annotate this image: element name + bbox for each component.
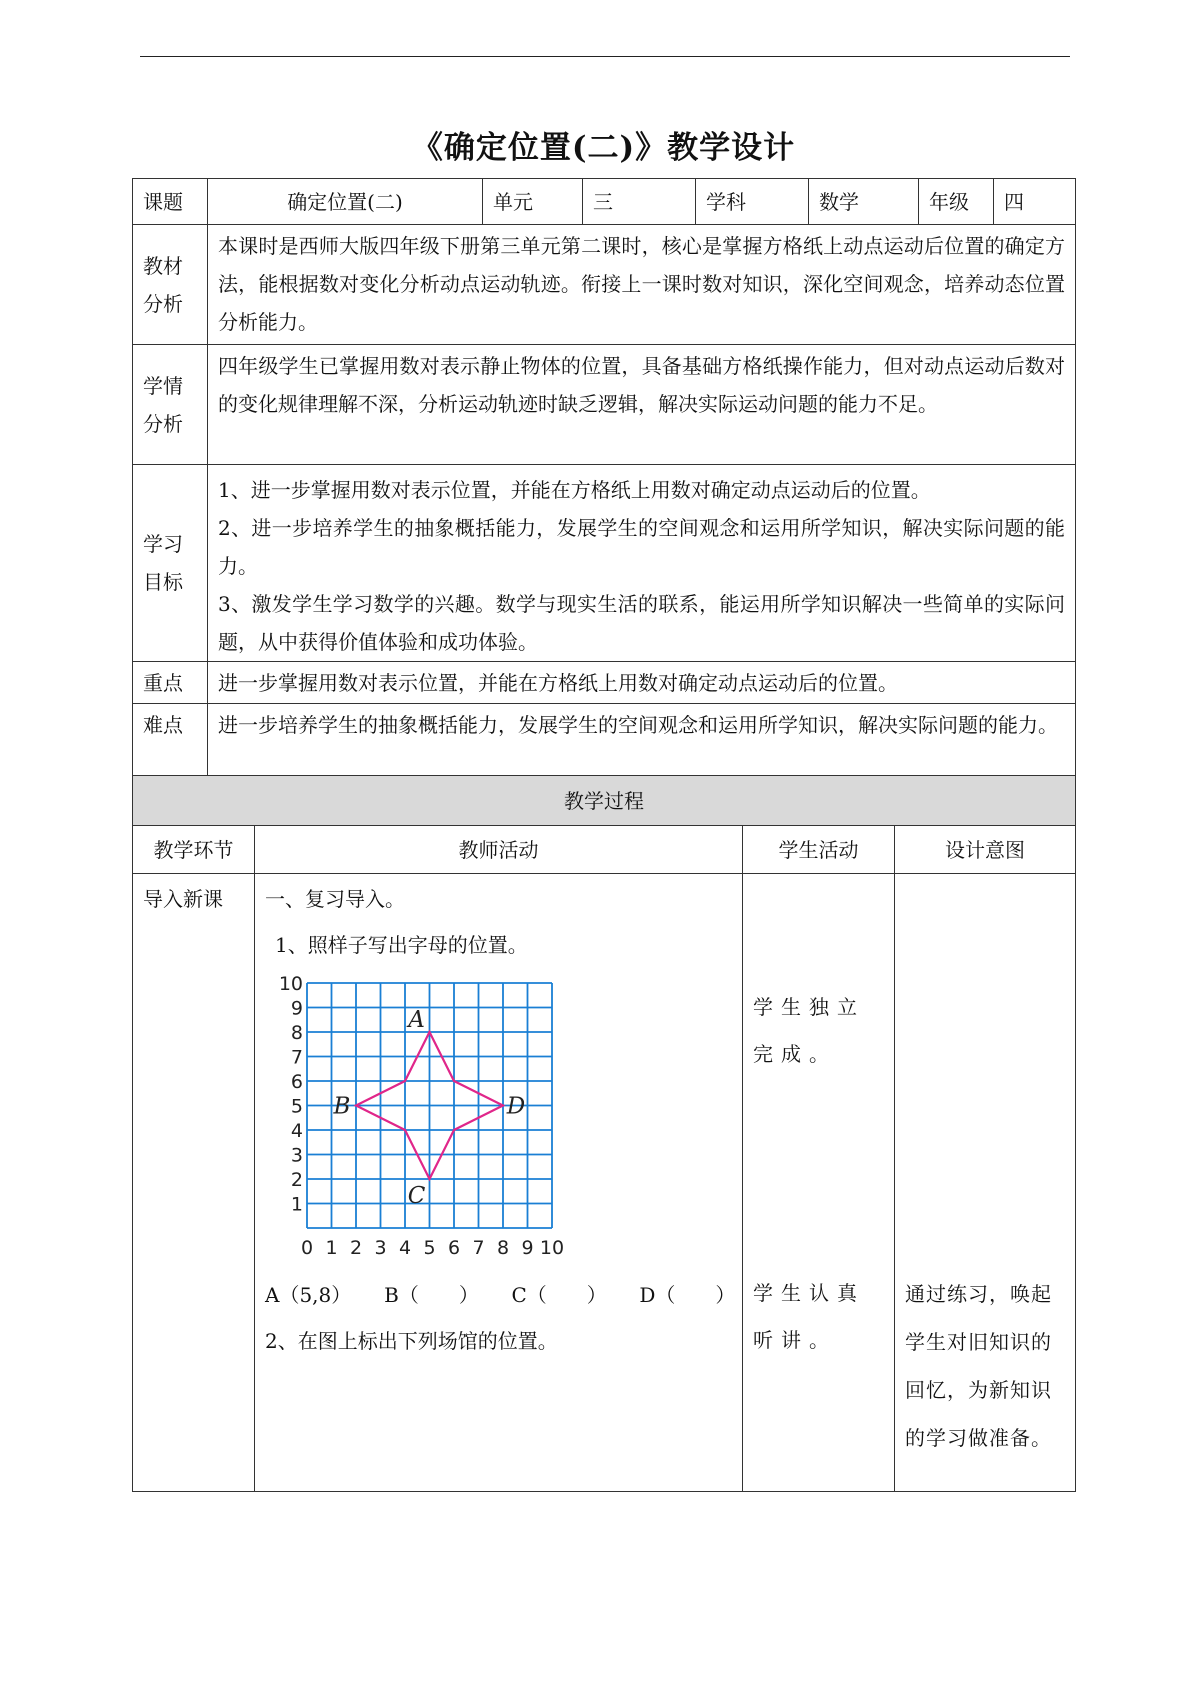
process-heading-row	[133, 776, 1076, 826]
x-tick-label: 6	[447, 1237, 461, 1259]
coordinate-grid-figure	[265, 964, 595, 1274]
y-tick-label: 8	[290, 1022, 303, 1044]
goal-item: 2、进一步培养学生的抽象概括能力，发展学生的空间观念和运用所学知识，解决实际问题的能力。	[218, 516, 1065, 578]
grade-value: 四	[994, 179, 1076, 225]
y-tick-label: 3	[290, 1144, 303, 1167]
grade-label: 年级	[919, 179, 994, 225]
topic-value: 确定位置(二)	[208, 179, 483, 225]
key-label: 重点	[133, 662, 208, 704]
difficult-text: 进一步培养学生的抽象概括能力，发展学生的空间观念和运用所学知识，解决实际问题的能力。	[208, 704, 1076, 784]
design-intent-cell	[895, 874, 1076, 1492]
col-intent-header: 设计意图	[895, 826, 1076, 874]
y-tick-label: 1	[290, 1193, 303, 1216]
goals-label: 学习目标	[133, 465, 208, 662]
info-header-row	[133, 179, 1076, 225]
goal-item: 3、激发学生学习数学的兴趣。数学与现实生活的联系，能运用所学知识解决一些简单的实际问题，从中获得价值体验和成功体验。	[218, 592, 1065, 654]
x-tick-label: 10	[539, 1237, 565, 1259]
y-tick-label: 9	[290, 997, 303, 1020]
y-tick-label: 7	[290, 1046, 303, 1069]
student-activity-cell	[743, 874, 895, 1492]
answer-options	[265, 1276, 736, 1314]
y-tick-label: 2	[290, 1169, 303, 1191]
x-tick-label: 4	[398, 1237, 412, 1259]
y-tick-label: 6	[290, 1071, 303, 1093]
answer-d: D（ ）	[639, 1283, 736, 1307]
x-tick-label: 5	[423, 1237, 436, 1259]
y-tick-label: 10	[278, 973, 303, 995]
y-tick-label: 4	[290, 1120, 303, 1142]
student-text: 四年级学生已掌握用数对表示静止物体的位置，具备基础方格纸操作能力，但对动点运动后数对的变化规律理解不深，分析运动轨迹时缺乏逻辑，解决实际运动问题的能力不足。	[208, 345, 1076, 465]
coordinate-grid-chart	[265, 964, 595, 1274]
difficult-row	[133, 704, 1076, 784]
question-2: 2、在图上标出下列场馆的位置。	[265, 1329, 558, 1353]
answer-b: B（ ）	[384, 1283, 479, 1307]
student-activity-2: 学生认真听讲。	[753, 1281, 865, 1352]
col-student-header: 学生活动	[743, 826, 895, 874]
x-tick-label: 8	[496, 1237, 510, 1259]
goals-cell	[208, 465, 1076, 662]
unit-value: 三	[583, 179, 696, 225]
student-row	[133, 345, 1076, 465]
topic-label: 课题	[133, 179, 208, 225]
material-label: 教材分析	[133, 225, 208, 345]
key-row	[133, 662, 1076, 704]
x-tick-label: 1	[325, 1237, 338, 1259]
teacher-activity-cell	[255, 874, 743, 1492]
goals-row	[133, 465, 1076, 662]
subject-value: 数学	[809, 179, 919, 225]
answer-a: A（5,8）	[265, 1283, 352, 1307]
point-label: D	[506, 1093, 526, 1120]
process-heading: 教学过程	[133, 776, 1076, 826]
process-row	[133, 874, 1076, 1492]
process-table	[132, 775, 1076, 1492]
goal-item: 1、进一步掌握用数对表示位置，并能在方格纸上用数对确定动点运动后的位置。	[218, 478, 931, 502]
point-label: A	[408, 1007, 425, 1033]
key-text: 进一步掌握用数对表示位置，并能在方格纸上用数对确定动点运动后的位置。	[208, 662, 1076, 704]
material-text: 本课时是西师大版四年级下册第三单元第二课时，核心是掌握方格纸上动点运动后位置的确定方法，能根据数对变化分析动点运动轨迹。衔接上一课时数对知识，深化空间观念，培养动态位置分析能力。	[208, 225, 1076, 345]
x-tick-label: 2	[349, 1237, 363, 1259]
unit-label: 单元	[483, 179, 583, 225]
stage-cell: 导入新课	[133, 874, 255, 1492]
process-column-header-row	[133, 826, 1076, 874]
point-label: B	[333, 1093, 351, 1120]
x-tick-label: 9	[521, 1237, 534, 1259]
x-tick-label: 3	[374, 1237, 387, 1259]
difficult-label: 难点	[133, 704, 208, 784]
teacher-intro: 一、复习导入。	[265, 887, 405, 911]
student-activity-1: 学生独立完成。	[753, 995, 865, 1066]
y-tick-label: 5	[290, 1095, 303, 1118]
col-teacher-header: 教师活动	[255, 826, 743, 874]
answer-c: C（ ）	[511, 1283, 607, 1307]
subject-label: 学科	[696, 179, 809, 225]
point-label: C	[407, 1183, 426, 1209]
info-table	[132, 178, 1076, 784]
material-row	[133, 225, 1076, 345]
question-1: 1、照样子写出字母的位置。	[275, 933, 528, 957]
col-stage-header: 教学环节	[133, 826, 255, 874]
x-tick-label: 0	[300, 1237, 314, 1259]
student-label: 学情分析	[133, 345, 208, 465]
top-rule	[140, 56, 1070, 57]
design-intent-text: 通过练习，唤起学生对旧知识的回忆，为新知识的学习做准备。	[905, 1282, 1052, 1450]
x-tick-label: 7	[472, 1237, 485, 1259]
document-title: 《确定位置(二)》教学设计	[411, 130, 796, 166]
